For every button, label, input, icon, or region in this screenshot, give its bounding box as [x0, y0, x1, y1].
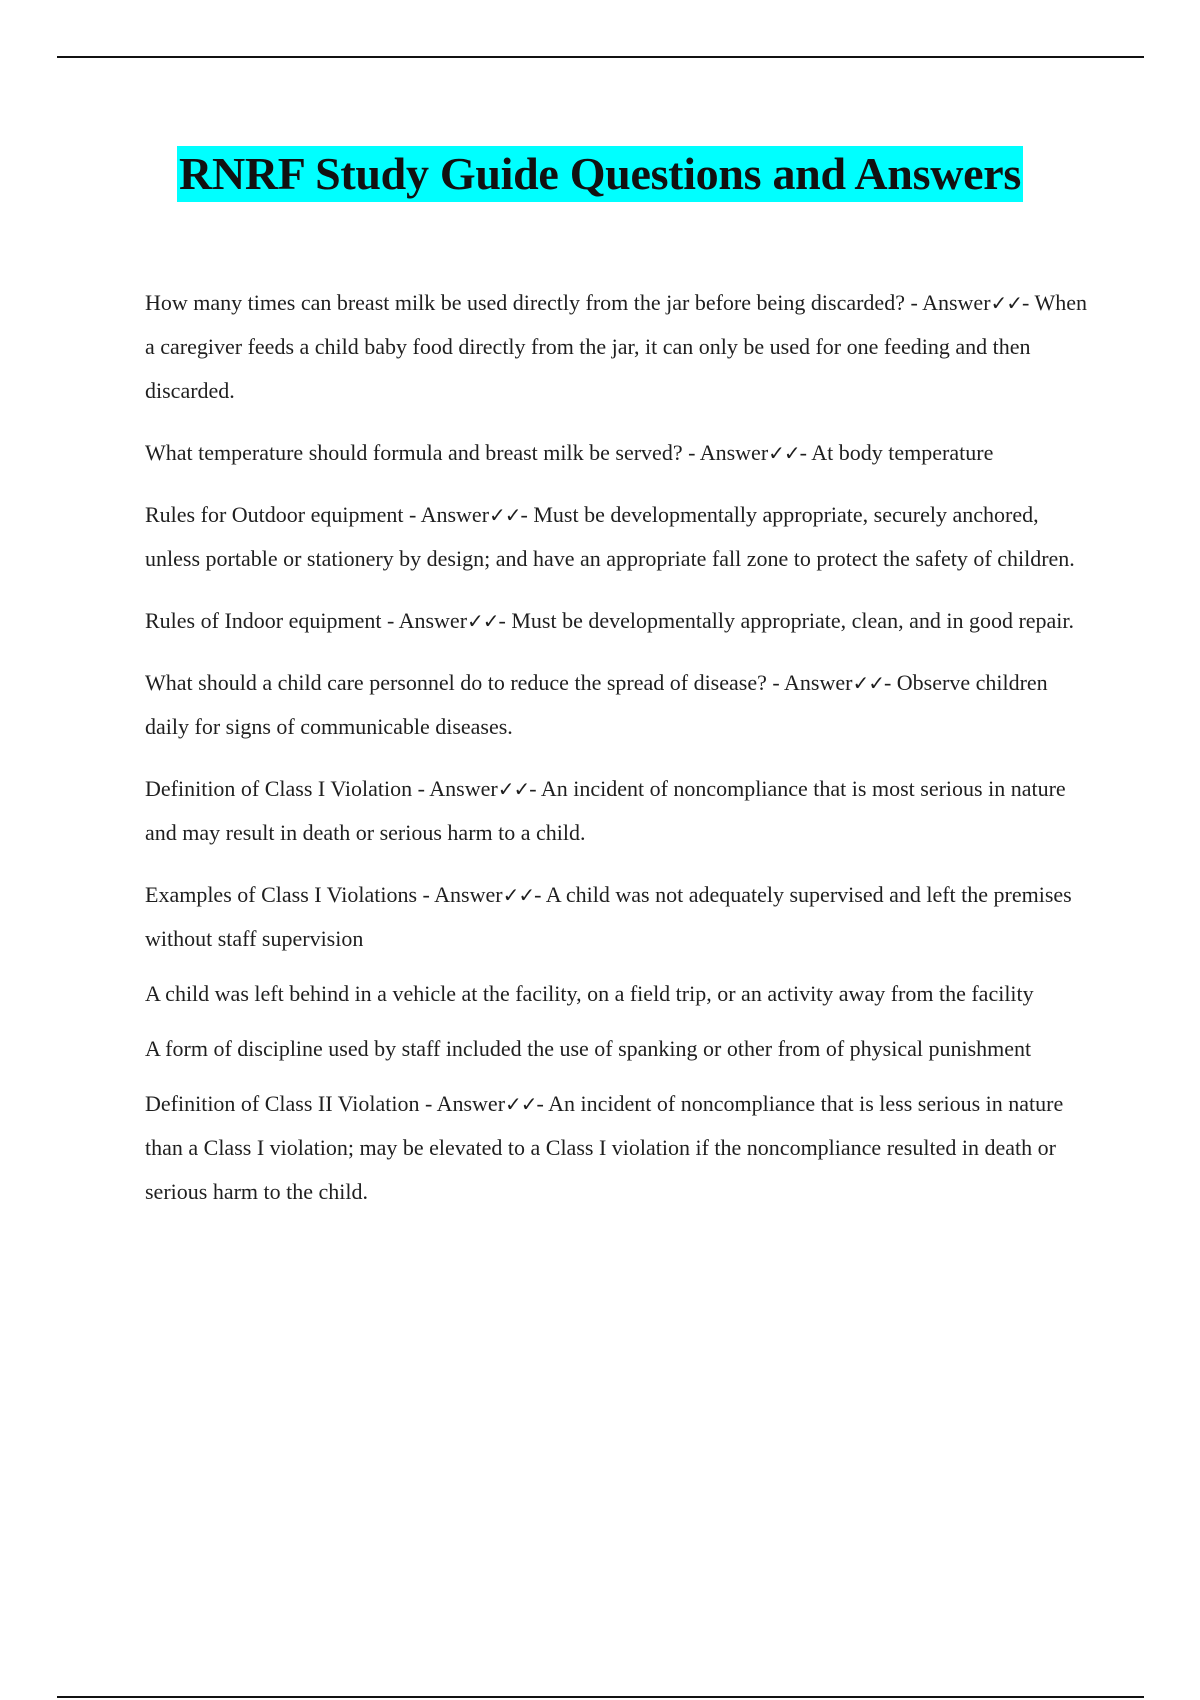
question-text: Rules of Indoor equipment - — [145, 608, 395, 633]
question-text: Rules for Outdoor equipment - — [145, 502, 417, 527]
answer-label: Answer — [398, 608, 468, 633]
question-text: Examples of Class I Violations - — [145, 882, 430, 907]
answer-text: - An incident of noncompliance that is less serious in nature than a Class I violation; may be elevated to a Class I violation if the noncompliance resulted in death or serious harm to the child. — [145, 1091, 1064, 1204]
example-paragraph-1 — [145, 972, 1090, 1015]
answer-text: - At body temperature — [799, 440, 994, 465]
question-text: How many times can breast milk be used directly from the jar before being discarded? - — [145, 290, 918, 315]
double-check-icon: ✓✓ — [497, 777, 530, 801]
example-text: A child was left behind in a vehicle at the facility, on a field trip, or an activity away from the facility — [145, 981, 1034, 1006]
answer-label: Answer — [420, 502, 490, 527]
question-text: What temperature should formula and breast milk be served? - — [145, 440, 696, 465]
qa-content — [145, 281, 1090, 1232]
qa-item-6 — [145, 767, 1090, 855]
question-text: What should a child care personnel do to reduce the spread of disease? - — [145, 670, 780, 695]
answer-label: Answer — [434, 882, 503, 907]
double-check-icon: ✓✓ — [502, 883, 535, 907]
answer-label: Answer — [784, 670, 853, 695]
qa-item-8 — [145, 1082, 1090, 1214]
example-paragraph-2 — [145, 1027, 1090, 1070]
qa-item-4 — [145, 599, 1090, 643]
answer-label: Answer — [436, 1091, 506, 1116]
answer-text: - Must be developmentally appropriate, securely anchored, unless portable or stationery by design; and have an appropriate fall zone to protect the safety of children. — [145, 502, 1075, 571]
bottom-rule — [57, 1696, 1144, 1698]
question-text: Definition of Class I Violation - — [145, 776, 425, 801]
answer-text: - An incident of noncompliance that is most serious in nature and may result in death or serious harm to a child. — [145, 776, 1066, 845]
title-wrap — [0, 146, 1200, 202]
page-title: RNRF Study Guide Questions and Answers — [177, 146, 1023, 202]
answer-label: Answer — [922, 290, 991, 315]
qa-item-7 — [145, 873, 1090, 960]
double-check-icon: ✓✓ — [505, 1092, 537, 1116]
double-check-icon: ✓✓ — [768, 441, 800, 465]
double-check-icon: ✓✓ — [489, 503, 521, 527]
qa-item-5 — [145, 661, 1090, 749]
example-text: A form of discipline used by staff included the use of spanking or other from of physical punishment — [145, 1036, 1032, 1061]
answer-text: - Observe children daily for signs of communicable diseases. — [145, 670, 1048, 739]
double-check-icon: ✓✓ — [990, 291, 1023, 315]
question-text: Definition of Class II Violation - — [145, 1091, 433, 1116]
qa-item-3 — [145, 493, 1090, 581]
qa-item-2 — [145, 431, 1090, 475]
top-rule — [57, 56, 1144, 58]
answer-text: - When a caregiver feeds a child baby food directly from the jar, it can only be used for one feeding and then discarded. — [145, 290, 1088, 403]
answer-text: - A child was not adequately supervised and left the premises without staff supervision — [145, 882, 1072, 951]
double-check-icon: ✓✓ — [467, 609, 499, 633]
qa-item-1 — [145, 281, 1090, 413]
answer-label: Answer — [699, 440, 769, 465]
answer-label: Answer — [429, 776, 498, 801]
answer-text: - Must be developmentally appropriate, clean, and in good repair. — [498, 608, 1075, 633]
double-check-icon: ✓✓ — [852, 671, 884, 695]
